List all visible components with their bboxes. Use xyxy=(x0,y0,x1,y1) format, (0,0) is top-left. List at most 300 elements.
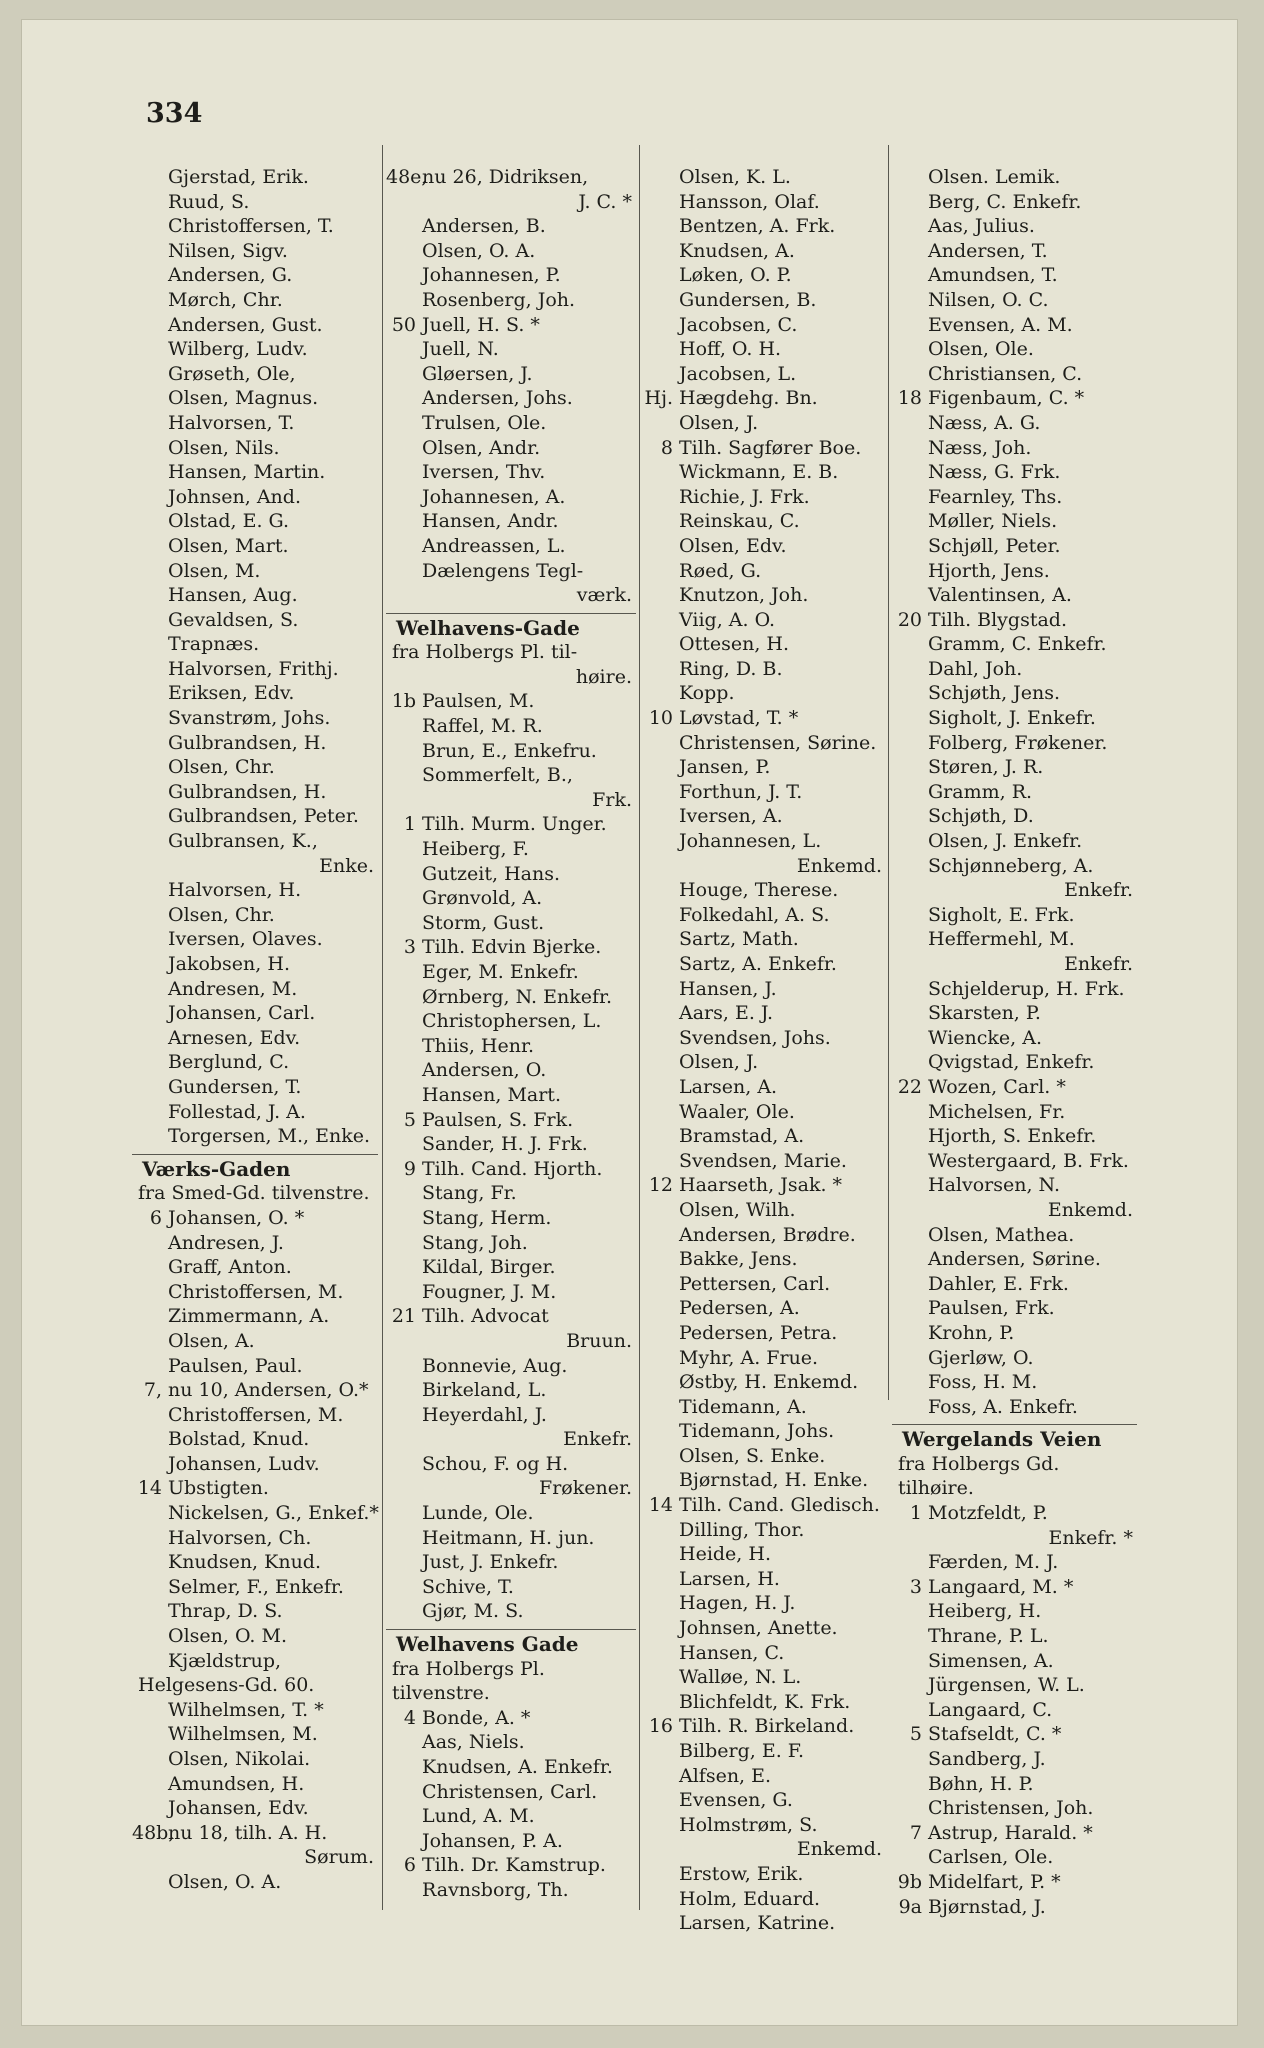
directory-entry xyxy=(643,1591,886,1616)
entry-text: Holmstrøm, S. xyxy=(679,1813,818,1836)
directory-entry xyxy=(132,1354,378,1379)
directory-entry xyxy=(643,509,886,534)
directory-entry xyxy=(386,1329,636,1354)
entry-text: Evensen, G. xyxy=(679,1789,793,1812)
house-number: 9b xyxy=(897,1870,922,1893)
directory-entry xyxy=(892,362,1137,387)
directory-entry xyxy=(643,1665,886,1690)
entry-text: Tilh. Edvin Bjerke. xyxy=(422,936,602,959)
directory-entry xyxy=(132,1821,378,1846)
entry-text: Olsen, K. L. xyxy=(679,166,791,188)
directory-entry xyxy=(643,1124,886,1149)
entry-text: Dilling, Thor. xyxy=(679,1518,805,1541)
entry-text: Hansen, Aug. xyxy=(168,584,298,607)
directory-entry xyxy=(643,1395,886,1420)
directory-entry xyxy=(386,485,636,510)
directory-entry xyxy=(643,559,886,584)
house-number: 5 xyxy=(909,1723,922,1746)
entry-text: Welhavens Gade xyxy=(396,1632,579,1657)
directory-entry xyxy=(386,1058,636,1083)
directory-entry xyxy=(132,165,378,190)
entry-text: Fearnley, Ths. xyxy=(928,485,1063,508)
directory-entry xyxy=(892,1624,1137,1649)
entry-text: Gulbransen, K., xyxy=(168,830,318,853)
entry-text: Ottesen, H. xyxy=(679,633,790,656)
entry-text: Sartz, Math. xyxy=(679,928,799,951)
house-number: 6 xyxy=(149,1206,162,1229)
directory-entry xyxy=(643,1493,886,1518)
entry-text: Johannesen, A. xyxy=(422,485,566,508)
entry-text: Jacobsen, C. xyxy=(679,313,798,336)
directory-entry xyxy=(643,632,886,657)
directory-entry xyxy=(643,608,886,633)
entry-text: Carlsen, Ole. xyxy=(928,1846,1054,1869)
directory-entry xyxy=(132,583,378,608)
entry-text: Kildal, Birger. xyxy=(422,1256,556,1279)
directory-entry xyxy=(892,1075,1137,1100)
entry-text: Olsen, Nikolai. xyxy=(168,1748,311,1770)
column-1 xyxy=(132,165,378,1895)
entry-text: Storm, Gust. xyxy=(422,911,545,934)
directory-entry xyxy=(386,190,636,215)
directory-entry xyxy=(132,1649,378,1674)
directory-entry xyxy=(892,313,1137,338)
directory-entry xyxy=(892,1223,1137,1248)
street-direction xyxy=(386,640,636,665)
directory-entry xyxy=(132,485,378,510)
directory-entry xyxy=(892,829,1137,854)
entry-text: Tilh. R. Birkeland. xyxy=(679,1715,855,1738)
entry-text: Kopp. xyxy=(679,682,735,705)
entry-text: Astrup, Harald. * xyxy=(928,1821,1093,1844)
section-divider xyxy=(386,608,636,616)
directory-entry xyxy=(643,1764,886,1789)
directory-entry xyxy=(643,411,886,436)
entry-text: Olsen, Nils. xyxy=(168,436,280,459)
entry-text: Bruun. xyxy=(566,1329,632,1352)
directory-entry xyxy=(386,1403,636,1428)
entry-text: Sandberg, J. xyxy=(928,1748,1046,1770)
directory-entry xyxy=(892,1198,1137,1223)
entry-text: Enkemd. xyxy=(796,854,882,877)
directory-entry xyxy=(892,386,1137,411)
entry-text: Paulsen, M. xyxy=(422,690,535,713)
directory-entry xyxy=(643,239,886,264)
entry-text: Amundsen, T. xyxy=(928,264,1058,287)
entry-text: Knudsen, A. xyxy=(679,239,795,262)
directory-entry xyxy=(643,681,886,706)
house-number: 14 xyxy=(648,1494,673,1517)
entry-text: Andersen, Sørine. xyxy=(928,1248,1101,1271)
directory-entry xyxy=(132,559,378,584)
entry-text: Jakobsen, H. xyxy=(168,953,290,975)
entry-text: Heyerdahl, J. xyxy=(422,1403,547,1426)
entry-text: Ubstigten. xyxy=(168,1477,269,1500)
entry-text: Evensen, A. M. xyxy=(928,313,1073,336)
entry-text: Bonde, A. * xyxy=(422,1706,531,1729)
entry-text: Iversen, A. xyxy=(679,805,783,828)
directory-entry xyxy=(386,460,636,485)
entry-text: Svendsen, Johs. xyxy=(679,1026,831,1049)
entry-text: Hægdehg. Bn. xyxy=(679,387,818,410)
directory-entry xyxy=(892,706,1137,731)
house-number: 9 xyxy=(403,1157,416,1180)
entry-text: Gløersen, J. xyxy=(422,362,533,385)
entry-text: Wilberg, Ludv. xyxy=(168,338,308,361)
entry-text: Jürgensen, W. L. xyxy=(928,1674,1085,1697)
entry-text: Follestad, J. A. xyxy=(168,1100,306,1123)
directory-entry xyxy=(132,903,378,928)
directory-entry xyxy=(386,985,636,1010)
directory-entry xyxy=(643,1739,886,1764)
directory-entry xyxy=(132,1722,378,1747)
directory-entry xyxy=(132,681,378,706)
entry-text: Gundersen, T. xyxy=(168,1075,302,1098)
directory-entry xyxy=(386,288,636,313)
directory-entry xyxy=(892,1821,1137,1846)
section-divider xyxy=(386,1624,636,1632)
entry-text: Wiencke, A. xyxy=(928,1026,1042,1049)
entry-text: Olsen, A. xyxy=(168,1329,255,1352)
house-number: 12 xyxy=(648,1174,673,1197)
directory-entry xyxy=(643,755,886,780)
entry-text: Tilh. Murm. Unger. xyxy=(422,813,607,836)
directory-entry xyxy=(643,1001,886,1026)
entry-text: Schjønneberg, A. xyxy=(928,854,1094,877)
entry-text: Tilh. Cand. Gledisch. xyxy=(679,1494,880,1517)
entry-text: Blichfeldt, K. Frk. xyxy=(679,1690,851,1713)
entry-text: Hagen, H. J. xyxy=(679,1592,796,1615)
column-4 xyxy=(892,165,1137,1919)
entry-text: Berglund, C. xyxy=(168,1051,290,1074)
directory-entry xyxy=(892,485,1137,510)
entry-text: Motzfeldt, P. xyxy=(928,1502,1048,1525)
entry-text: Paulsen, Paul. xyxy=(168,1354,303,1377)
entry-text: høire. xyxy=(575,665,632,688)
directory-entry xyxy=(386,665,636,690)
directory-entry xyxy=(386,1378,636,1403)
directory-entry xyxy=(892,534,1137,559)
directory-entry xyxy=(643,1616,886,1641)
directory-entry xyxy=(132,804,378,829)
directory-entry xyxy=(643,1690,886,1715)
entry-text: tilhøire. xyxy=(898,1477,974,1500)
entry-text: Schjøth, D. xyxy=(928,805,1034,828)
directory-entry xyxy=(132,386,378,411)
entry-text: Hjorth, S. Enkefr. xyxy=(928,1125,1097,1148)
entry-text: Figenbaum, C. * xyxy=(928,387,1085,410)
entry-text: Foss, H. M. xyxy=(928,1371,1038,1394)
directory-entry xyxy=(132,608,378,633)
entry-text: Haarseth, Jsak. * xyxy=(679,1174,843,1197)
directory-entry xyxy=(386,1476,636,1501)
entry-text: Iversen, Thv. xyxy=(422,461,546,484)
directory-entry xyxy=(132,1206,378,1231)
directory-entry xyxy=(386,935,636,960)
directory-entry xyxy=(892,436,1137,461)
entry-text: Rosenberg, Joh. xyxy=(422,288,576,311)
directory-entry xyxy=(132,829,378,854)
directory-entry xyxy=(643,1468,886,1493)
entry-text: Schjøth, Jens. xyxy=(928,682,1061,705)
directory-entry xyxy=(892,1026,1137,1051)
directory-entry xyxy=(132,977,378,1002)
directory-entry xyxy=(892,854,1137,879)
directory-entry xyxy=(132,1575,378,1600)
directory-entry xyxy=(132,755,378,780)
house-number: 6 xyxy=(403,1854,416,1877)
directory-entry xyxy=(386,788,636,813)
directory-entry xyxy=(643,583,886,608)
entry-text: Johansen, P. A. xyxy=(422,1829,563,1852)
entry-text: Welhavens-Gade xyxy=(396,615,580,640)
house-number: 21 xyxy=(391,1305,416,1328)
entry-text: Halvorsen, N. xyxy=(928,1174,1060,1197)
entry-text: Thrap, D. S. xyxy=(168,1600,283,1623)
house-number: 3 xyxy=(909,1575,922,1598)
directory-entry xyxy=(643,1419,886,1444)
entry-text: Langaard, C. xyxy=(928,1698,1053,1721)
entry-text: Enkefr. xyxy=(563,1428,632,1451)
directory-entry xyxy=(892,657,1137,682)
directory-entry xyxy=(386,1829,636,1854)
entry-text: Iversen, Olaves. xyxy=(168,928,323,951)
entry-text: Olsen, O. A. xyxy=(168,1870,282,1893)
entry-text: Heffermehl, M. xyxy=(928,928,1075,951)
entry-text: Christensen, Carl. xyxy=(422,1780,598,1803)
column-rule-3 xyxy=(888,145,889,1400)
entry-text: Heitmann, H. jun. xyxy=(422,1526,595,1549)
directory-entry xyxy=(892,1501,1137,1526)
directory-entry xyxy=(643,903,886,928)
directory-entry xyxy=(643,1862,886,1887)
entry-text: Sørum. xyxy=(304,1846,374,1869)
entry-text: Dahl, Joh. xyxy=(928,657,1023,680)
directory-entry xyxy=(643,1911,886,1936)
entry-text: Knudsen, A. Enkefr. xyxy=(422,1756,613,1778)
entry-text: Bramstad, A. xyxy=(679,1125,805,1148)
entry-text: Schjøll, Peter. xyxy=(928,534,1061,557)
directory-entry xyxy=(643,1198,886,1223)
directory-entry xyxy=(132,313,378,338)
directory-entry xyxy=(643,1641,886,1666)
entry-text: Aas, Niels. xyxy=(422,1731,525,1754)
entry-text: Støren, J. R. xyxy=(928,756,1044,779)
entry-text: Halvorsen, H. xyxy=(168,879,302,902)
entry-text: Sartz, A. Enkefr. xyxy=(679,953,837,975)
directory-entry xyxy=(892,1346,1137,1371)
house-number: 14 xyxy=(137,1477,162,1500)
directory-entry xyxy=(892,1673,1137,1698)
entry-text: Valentinsen, A. xyxy=(928,584,1072,607)
directory-entry xyxy=(892,509,1137,534)
entry-text: Olsen, Chr. xyxy=(168,756,275,779)
street-direction xyxy=(386,1657,636,1682)
directory-entry xyxy=(892,1698,1137,1723)
entry-text: Andersen, O. xyxy=(422,1059,547,1082)
entry-text: Christophersen, L. xyxy=(422,1010,602,1033)
directory-entry xyxy=(892,608,1137,633)
directory-entry xyxy=(643,1296,886,1321)
entry-text: Christensen, Joh. xyxy=(928,1797,1094,1820)
entry-text: Arnesen, Edv. xyxy=(168,1026,301,1049)
entry-text: Tilh. Blygstad. xyxy=(928,608,1067,631)
directory-entry xyxy=(386,714,636,739)
directory-entry xyxy=(132,1796,378,1821)
house-number: 1 xyxy=(909,1502,922,1525)
entry-text: Richie, J. Frk. xyxy=(679,485,810,508)
directory-entry xyxy=(643,1100,886,1125)
entry-text: Paulsen, S. Frk. xyxy=(422,1108,574,1131)
street-direction xyxy=(132,1673,378,1698)
directory-entry xyxy=(386,337,636,362)
entry-text: Pettersen, Carl. xyxy=(679,1272,831,1295)
directory-entry xyxy=(132,657,378,682)
entry-text: Gulbrandsen, Peter. xyxy=(168,805,359,828)
directory-entry xyxy=(643,288,886,313)
entry-text: Østby, H. Enkemd. xyxy=(679,1371,859,1394)
entry-text: Andresen, M. xyxy=(168,977,298,1000)
directory-entry xyxy=(386,1280,636,1305)
entry-text: Johannesen, L. xyxy=(679,830,822,853)
directory-entry xyxy=(386,1501,636,1526)
entry-text: Andersen, B. xyxy=(422,215,546,238)
house-number: 9a xyxy=(898,1895,922,1918)
directory-entry xyxy=(132,460,378,485)
directory-entry xyxy=(132,780,378,805)
entry-text: Berg, C. Enkefr. xyxy=(928,190,1082,213)
directory-entry xyxy=(386,1255,636,1280)
entry-text: Alfsen, E. xyxy=(679,1764,772,1787)
directory-entry xyxy=(132,1050,378,1075)
entry-text: Grøseth, Ole, xyxy=(168,362,296,385)
entry-text: Larsen, Katrine. xyxy=(679,1912,836,1935)
entry-text: Bakke, Jens. xyxy=(679,1248,798,1271)
entry-text: Raffel, M. R. xyxy=(422,715,543,738)
entry-text: Heiberg, F. xyxy=(422,838,529,861)
entry-text: Halvorsen, Ch. xyxy=(168,1526,312,1549)
entry-text: Wergelands Veien xyxy=(902,1427,1102,1452)
entry-text: Andresen, J. xyxy=(168,1231,284,1254)
entry-text: Gundersen, B. xyxy=(679,288,817,311)
entry-text: Bonnevie, Aug. xyxy=(422,1354,568,1377)
directory-entry xyxy=(892,263,1137,288)
directory-entry xyxy=(643,460,886,485)
directory-entry xyxy=(386,1550,636,1575)
directory-entry xyxy=(643,1837,886,1862)
entry-text: Olsen, Wilh. xyxy=(679,1198,796,1221)
directory-entry xyxy=(132,288,378,313)
entry-text: Olsen, M. xyxy=(168,559,261,582)
entry-text: Olsen, O. A. xyxy=(422,239,536,262)
directory-entry xyxy=(643,190,886,215)
house-number: 50 xyxy=(391,313,416,336)
directory-entry xyxy=(643,1714,886,1739)
directory-entry xyxy=(892,214,1137,239)
entry-text: Fougner, J. M. xyxy=(422,1280,557,1303)
entry-text: Schjelderup, H. Frk. xyxy=(928,977,1125,1000)
entry-text: Johnsen, Anette. xyxy=(679,1617,838,1640)
directory-entry xyxy=(386,362,636,387)
entry-text: Løvstad, T. * xyxy=(679,707,799,730)
house-number: 22 xyxy=(897,1075,922,1098)
entry-text: Midelfart, P. * xyxy=(928,1870,1061,1893)
entry-text: Johansen, O. * xyxy=(168,1206,305,1229)
directory-entry xyxy=(386,812,636,837)
entry-text: Andersen, T. xyxy=(928,239,1048,262)
entry-text: Olsen, J. Enkefr. xyxy=(928,830,1083,853)
directory-entry xyxy=(892,1149,1137,1174)
entry-text: Andreassen, L. xyxy=(422,534,566,557)
page-number: 334 xyxy=(146,98,203,129)
entry-text: Stang, Fr. xyxy=(422,1182,517,1205)
directory-entry xyxy=(386,1878,636,1903)
entry-text: Halvorsen, Frithj. xyxy=(168,657,339,680)
house-number: 4 xyxy=(403,1706,416,1729)
house-number: 16 xyxy=(648,1715,673,1738)
street-heading xyxy=(386,1632,636,1657)
entry-text: Værks-Gaden xyxy=(142,1156,291,1181)
entry-text: Paulsen, Frk. xyxy=(928,1297,1055,1320)
entry-text: Erstow, Erik. xyxy=(679,1862,804,1885)
entry-text: Ørnberg, N. Enkefr. xyxy=(422,985,613,1008)
directory-entry xyxy=(892,190,1137,215)
directory-entry xyxy=(132,1698,378,1723)
directory-entry xyxy=(643,731,886,756)
section-divider xyxy=(892,1419,1137,1427)
directory-entry xyxy=(386,1575,636,1600)
directory-entry xyxy=(132,1452,378,1477)
entry-text: Olsen, J. xyxy=(679,1051,759,1074)
entry-text: Langaard, M. * xyxy=(928,1575,1074,1598)
entry-text: Zimmermann, A. xyxy=(168,1305,330,1328)
entry-text: Tilh. Advocat xyxy=(422,1305,549,1328)
directory-entry xyxy=(892,1526,1137,1551)
directory-entry xyxy=(386,1304,636,1329)
entry-text: Houge, Therese. xyxy=(679,879,839,902)
entry-text: Selmer, F., Enkefr. xyxy=(168,1575,344,1598)
directory-entry xyxy=(132,1772,378,1797)
entry-text: Enkefr. * xyxy=(1048,1526,1133,1549)
directory-entry xyxy=(386,763,636,788)
entry-text: Christoffersen, M. xyxy=(168,1403,344,1426)
entry-text: Johnsen, And. xyxy=(168,485,301,508)
column-rule-2 xyxy=(639,145,640,1910)
directory-entry xyxy=(386,1206,636,1231)
directory-entry xyxy=(386,509,636,534)
directory-entry xyxy=(132,1624,378,1649)
entry-text: Gulbrandsen, H. xyxy=(168,780,327,803)
directory-entry xyxy=(132,1280,378,1305)
directory-entry xyxy=(892,1649,1137,1674)
entry-text: Svanstrøm, Johs. xyxy=(168,707,331,730)
directory-entry xyxy=(386,862,636,887)
entry-text: Bjørnstad, H. Enke. xyxy=(679,1469,869,1492)
entry-text: Johannesen, P. xyxy=(422,264,561,287)
street-heading xyxy=(132,1157,378,1182)
entry-text: Sigholt, E. Frk. xyxy=(928,903,1075,926)
directory-entry xyxy=(892,1772,1137,1797)
entry-text: Eger, M. Enkefr. xyxy=(422,961,579,983)
entry-text: Viig, A. O. xyxy=(679,608,776,631)
street-direction xyxy=(132,1181,378,1206)
entry-text: Mørch, Chr. xyxy=(168,288,283,311)
directory-entry xyxy=(892,1050,1137,1075)
column-3 xyxy=(643,165,886,1936)
street-direction xyxy=(386,1681,636,1706)
entry-text: Graff, Anton. xyxy=(168,1256,292,1279)
directory-entry xyxy=(386,911,636,936)
